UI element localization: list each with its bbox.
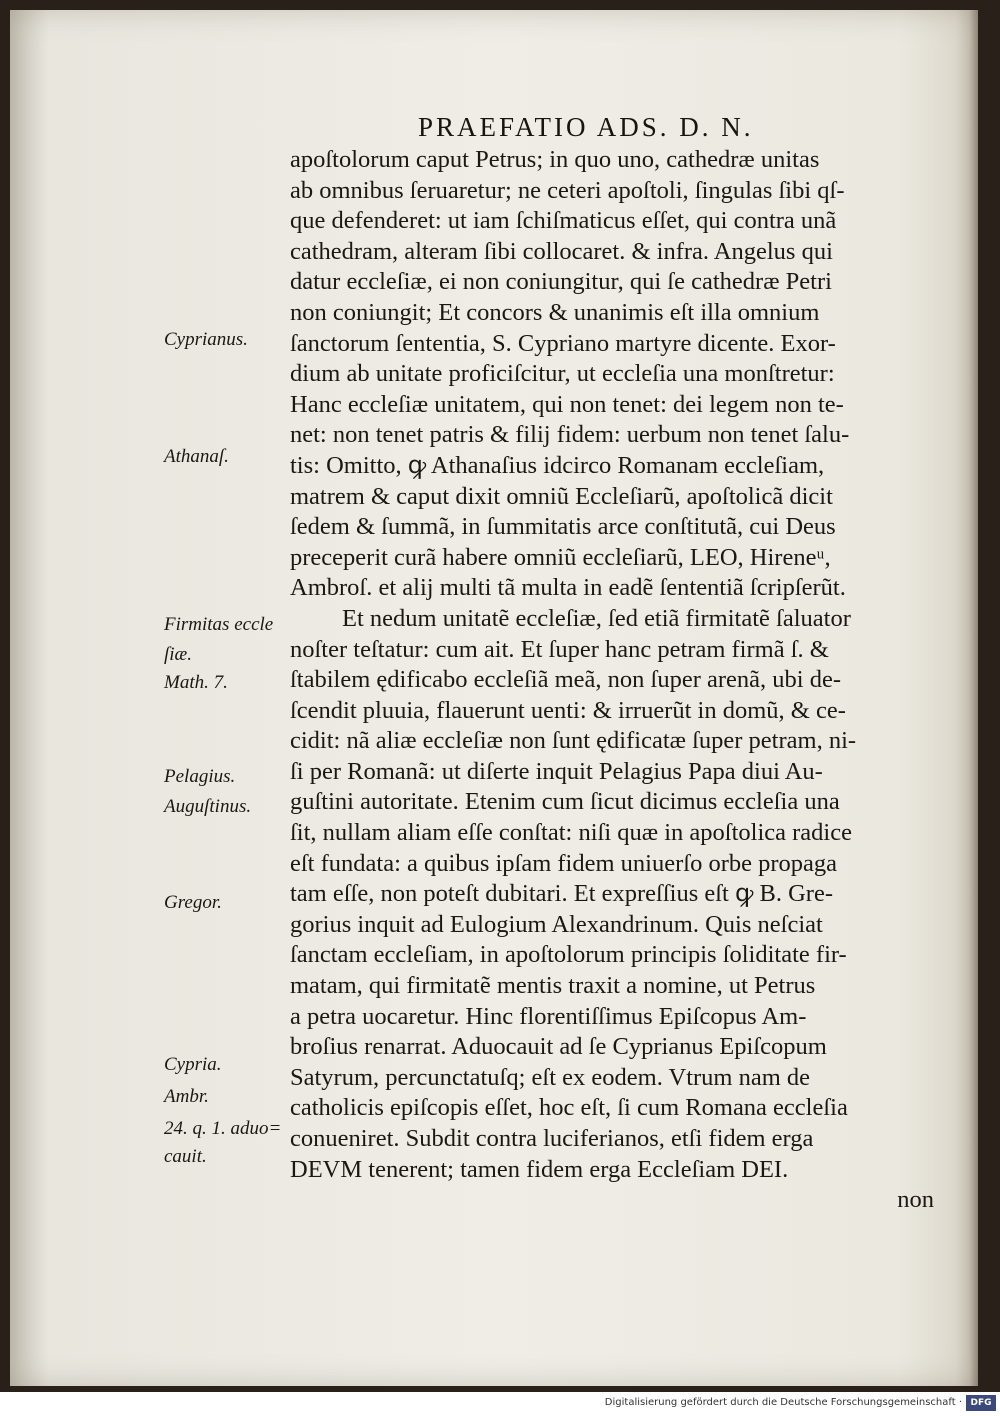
text-line: tam eſſe, non poteſt dubitari. Et expreſſius eſt ꝙ B. Gre- (290, 880, 833, 908)
text-line: ſanctam eccleſiam, in apoſtolorum principis ſoliditate fir- (290, 941, 847, 969)
text-line: que defenderet: ut iam ſchiſmaticus eſſet, qui contra unã (290, 207, 837, 235)
margin-note-math: Math. 7. (164, 672, 228, 693)
text-line: non coniungit; Et concors & unanimis eſt illa omnium (290, 298, 820, 326)
margin-note-cyprianus: Cyprianus. (164, 329, 248, 350)
dfg-logo: DFG (966, 1395, 996, 1411)
text-line: datur eccleſiæ, ei non coniungitur, qui ſe cathedræ Petri (290, 268, 832, 296)
margin-note-firmitas: Firmitas eccle (164, 614, 274, 635)
margin-note-athanasius: Athanaſ. (164, 446, 229, 467)
text-line: ſcendit pluuia, flauerunt uenti: & irruerũt in domũ, & ce- (290, 696, 846, 724)
text-line: preceperit curã habere omniũ eccleſiarũ, LEO, Hireneᵘ, (290, 543, 831, 571)
text-line: ſi per Romanã: ut diſerte inquit Pelagius Papa diui Au- (290, 757, 823, 785)
text-line: Hanc eccleſiæ unitatem, qui non tenet: dei legem non te- (290, 390, 844, 418)
text-line: ſtabilem ędificabo eccleſiã meã, non ſuper arenã, ubi de- (290, 666, 841, 694)
text-line: gorius inquit ad Eulogium Alexandrinum. Quis neſciat (290, 910, 823, 938)
margin-note-firmitas-cont: ſiæ. (164, 644, 192, 665)
margin-note-cypria: Cypria. (164, 1054, 222, 1075)
text-line: dium ab unitate proficiſcitur, ut eccleſia una monſtretur: (290, 360, 835, 388)
margin-note-canon-ref: 24. q. 1. aduo= (164, 1118, 282, 1139)
text-line: noſter teſtatur: cum ait. Et ſuper hanc petram firmã ſ. & (290, 635, 829, 663)
text-line: Ambroſ. et alij multi tã multa in eadẽ ſententiã ſcripſerũt. (290, 574, 846, 602)
text-line: eſt fundata: a quibus ipſam fidem uniuerſo orbe propaga (290, 849, 838, 877)
text-line: a petra uocaretur. Hinc florentiſſimus Epiſcopus Am- (290, 1002, 807, 1030)
text-line: ab omnibus ſeruaretur; ne ceteri apoſtoli, ſingulas ſibi qſ- (290, 176, 845, 204)
text-line: non (897, 1186, 934, 1214)
text-line: matrem & caput dixit omniũ Eccleſiarũ, apoſtolicã dicit (290, 482, 833, 510)
margin-note-gregorius: Gregor. (164, 892, 222, 913)
funding-credit: Digitalisierung gefördert durch die Deutsche Forschungsgemeinschaft · (604, 1397, 962, 1408)
running-head: PRAEFATIO ADS. D. N. (418, 112, 754, 142)
text-line: net: non tenet patris & filij fidem: uerbum non tenet ſalu- (290, 421, 850, 449)
margin-note-augustinus: Auguſtinus. (164, 796, 252, 817)
text-line: ſedem & ſummã, in ſummitatis arce conſtitutã, cui Deus (290, 513, 836, 541)
text-line: cidit: nã aliæ eccleſiæ non ſunt ędificatæ ſuper petram, ni- (290, 727, 857, 755)
text-line: guſtini autoritate. Etenim cum ſicut dicimus eccleſia una (290, 788, 840, 816)
body-text (290, 145, 940, 1216)
text-line: broſius renarrat. Aduocauit ad ſe Cyprianus Epiſcopum (290, 1033, 827, 1061)
text-line: ſanctorum ſententia, S. Cypriano martyre dicente. Exor- (290, 329, 836, 357)
text-line: matam, qui firmitatẽ mentis traxit a nomine, ut Petrus (290, 972, 816, 1000)
margin-note-pelagius: Pelagius. (164, 766, 236, 787)
margin-note-canon-ref-cont: cauit. (164, 1146, 207, 1167)
text-line: ſit, nullam aliam eſſe conſtat: niſi quæ in apoſtolica radice (290, 819, 852, 847)
text-line: Satyrum, percunctatuſq; eſt ex eodem. Vtrum nam de (290, 1063, 811, 1091)
text-line: Et nedum unitatẽ eccleſiæ, ſed etiã firmitatẽ ſaluator (342, 604, 851, 632)
page-edge-shadow (956, 10, 978, 1386)
text-line: apoſtolorum caput Petrus; in quo uno, cathedræ unitas (290, 146, 820, 173)
footer-bar (0, 1392, 1000, 1416)
text-line: catholicis epiſcopis eſſet, hoc eſt, ſi cum Romana eccleſia (290, 1094, 848, 1122)
margin-note-ambr: Ambr. (164, 1086, 209, 1107)
text-line: conueniret. Subdit contra luciferianos, etſi fidem erga (290, 1125, 814, 1152)
text-line: DEVM tenerent; tamen fidem erga Eccleſiam DEI. (290, 1155, 789, 1183)
text-line: tis: Omitto, ꝙ Athanaſius idcirco Romanam eccleſiam, (290, 451, 825, 479)
text-line: cathedram, alteram ſibi collocaret. & infra. Angelus qui (290, 237, 833, 265)
